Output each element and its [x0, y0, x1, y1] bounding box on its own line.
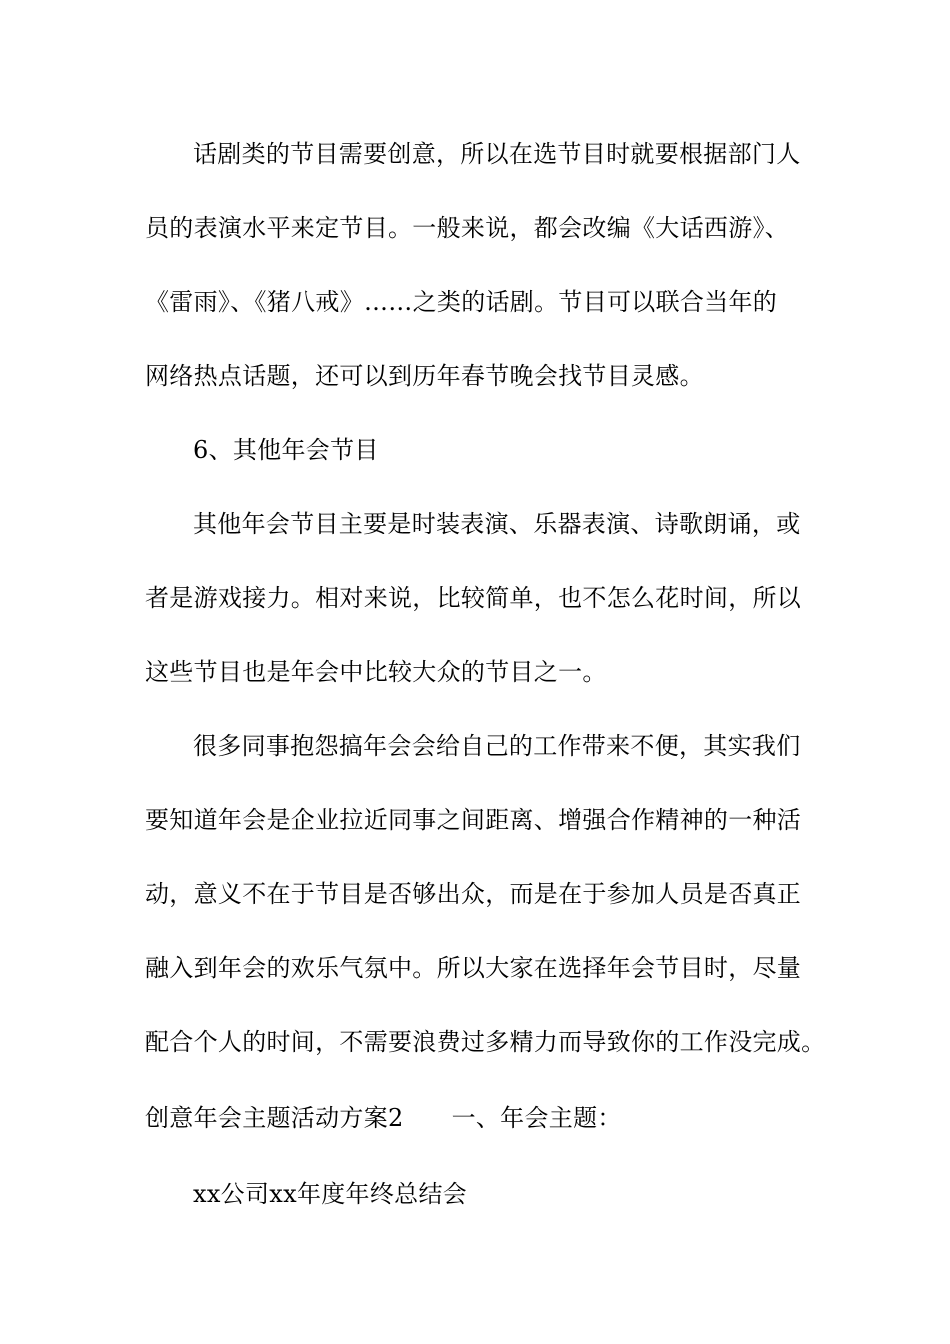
theme-line: xx公司xx年度年终总结会	[193, 1180, 468, 1208]
paragraph-line: 融入到年会的欢乐气氛中。所以大家在选择年会节目时，尽量	[145, 954, 802, 982]
section-heading: 一、年会主题：	[451, 1104, 622, 1132]
paragraph-line: 者是游戏接力。相对来说，比较简单，也不怎么花时间，所以	[145, 584, 802, 612]
paragraph-line: 网络热点话题，还可以到历年春节晚会找节目灵感。	[145, 362, 704, 390]
paragraph-line: 员的表演水平来定节目。一般来说，都会改编《大话西游》、	[145, 214, 790, 242]
paragraph-line: 配合个人的时间，不需要浪费过多精力而导致你的工作没完成。	[145, 1028, 826, 1056]
paragraph-line: 这些节目也是年会中比较大众的节目之一。	[145, 658, 607, 686]
section-title-line	[145, 1102, 825, 1134]
paragraph-line: 其他年会节目主要是时装表演、乐器表演、诗歌朗诵，或	[193, 510, 801, 538]
paragraph-line: 话剧类的节目需要创意，所以在选节目时就要根据部门人	[193, 140, 801, 168]
paragraph-line: 要知道年会是企业拉近同事之间距离、增强合作精神的一种活	[145, 806, 802, 834]
section-heading: 6、其他年会节目	[193, 436, 379, 464]
document-title: 创意年会主题活动方案2	[145, 1104, 404, 1132]
paragraph-line: 很多同事抱怨搞年会会给自己的工作带来不便，其实我们	[193, 732, 801, 760]
paragraph-line: 《雷雨》、《猪八戒》……之类的话剧。节目可以联合当年的	[145, 288, 778, 316]
paragraph-line: 动，意义不在于节目是否够出众，而是在于参加人员是否真正	[145, 880, 802, 908]
